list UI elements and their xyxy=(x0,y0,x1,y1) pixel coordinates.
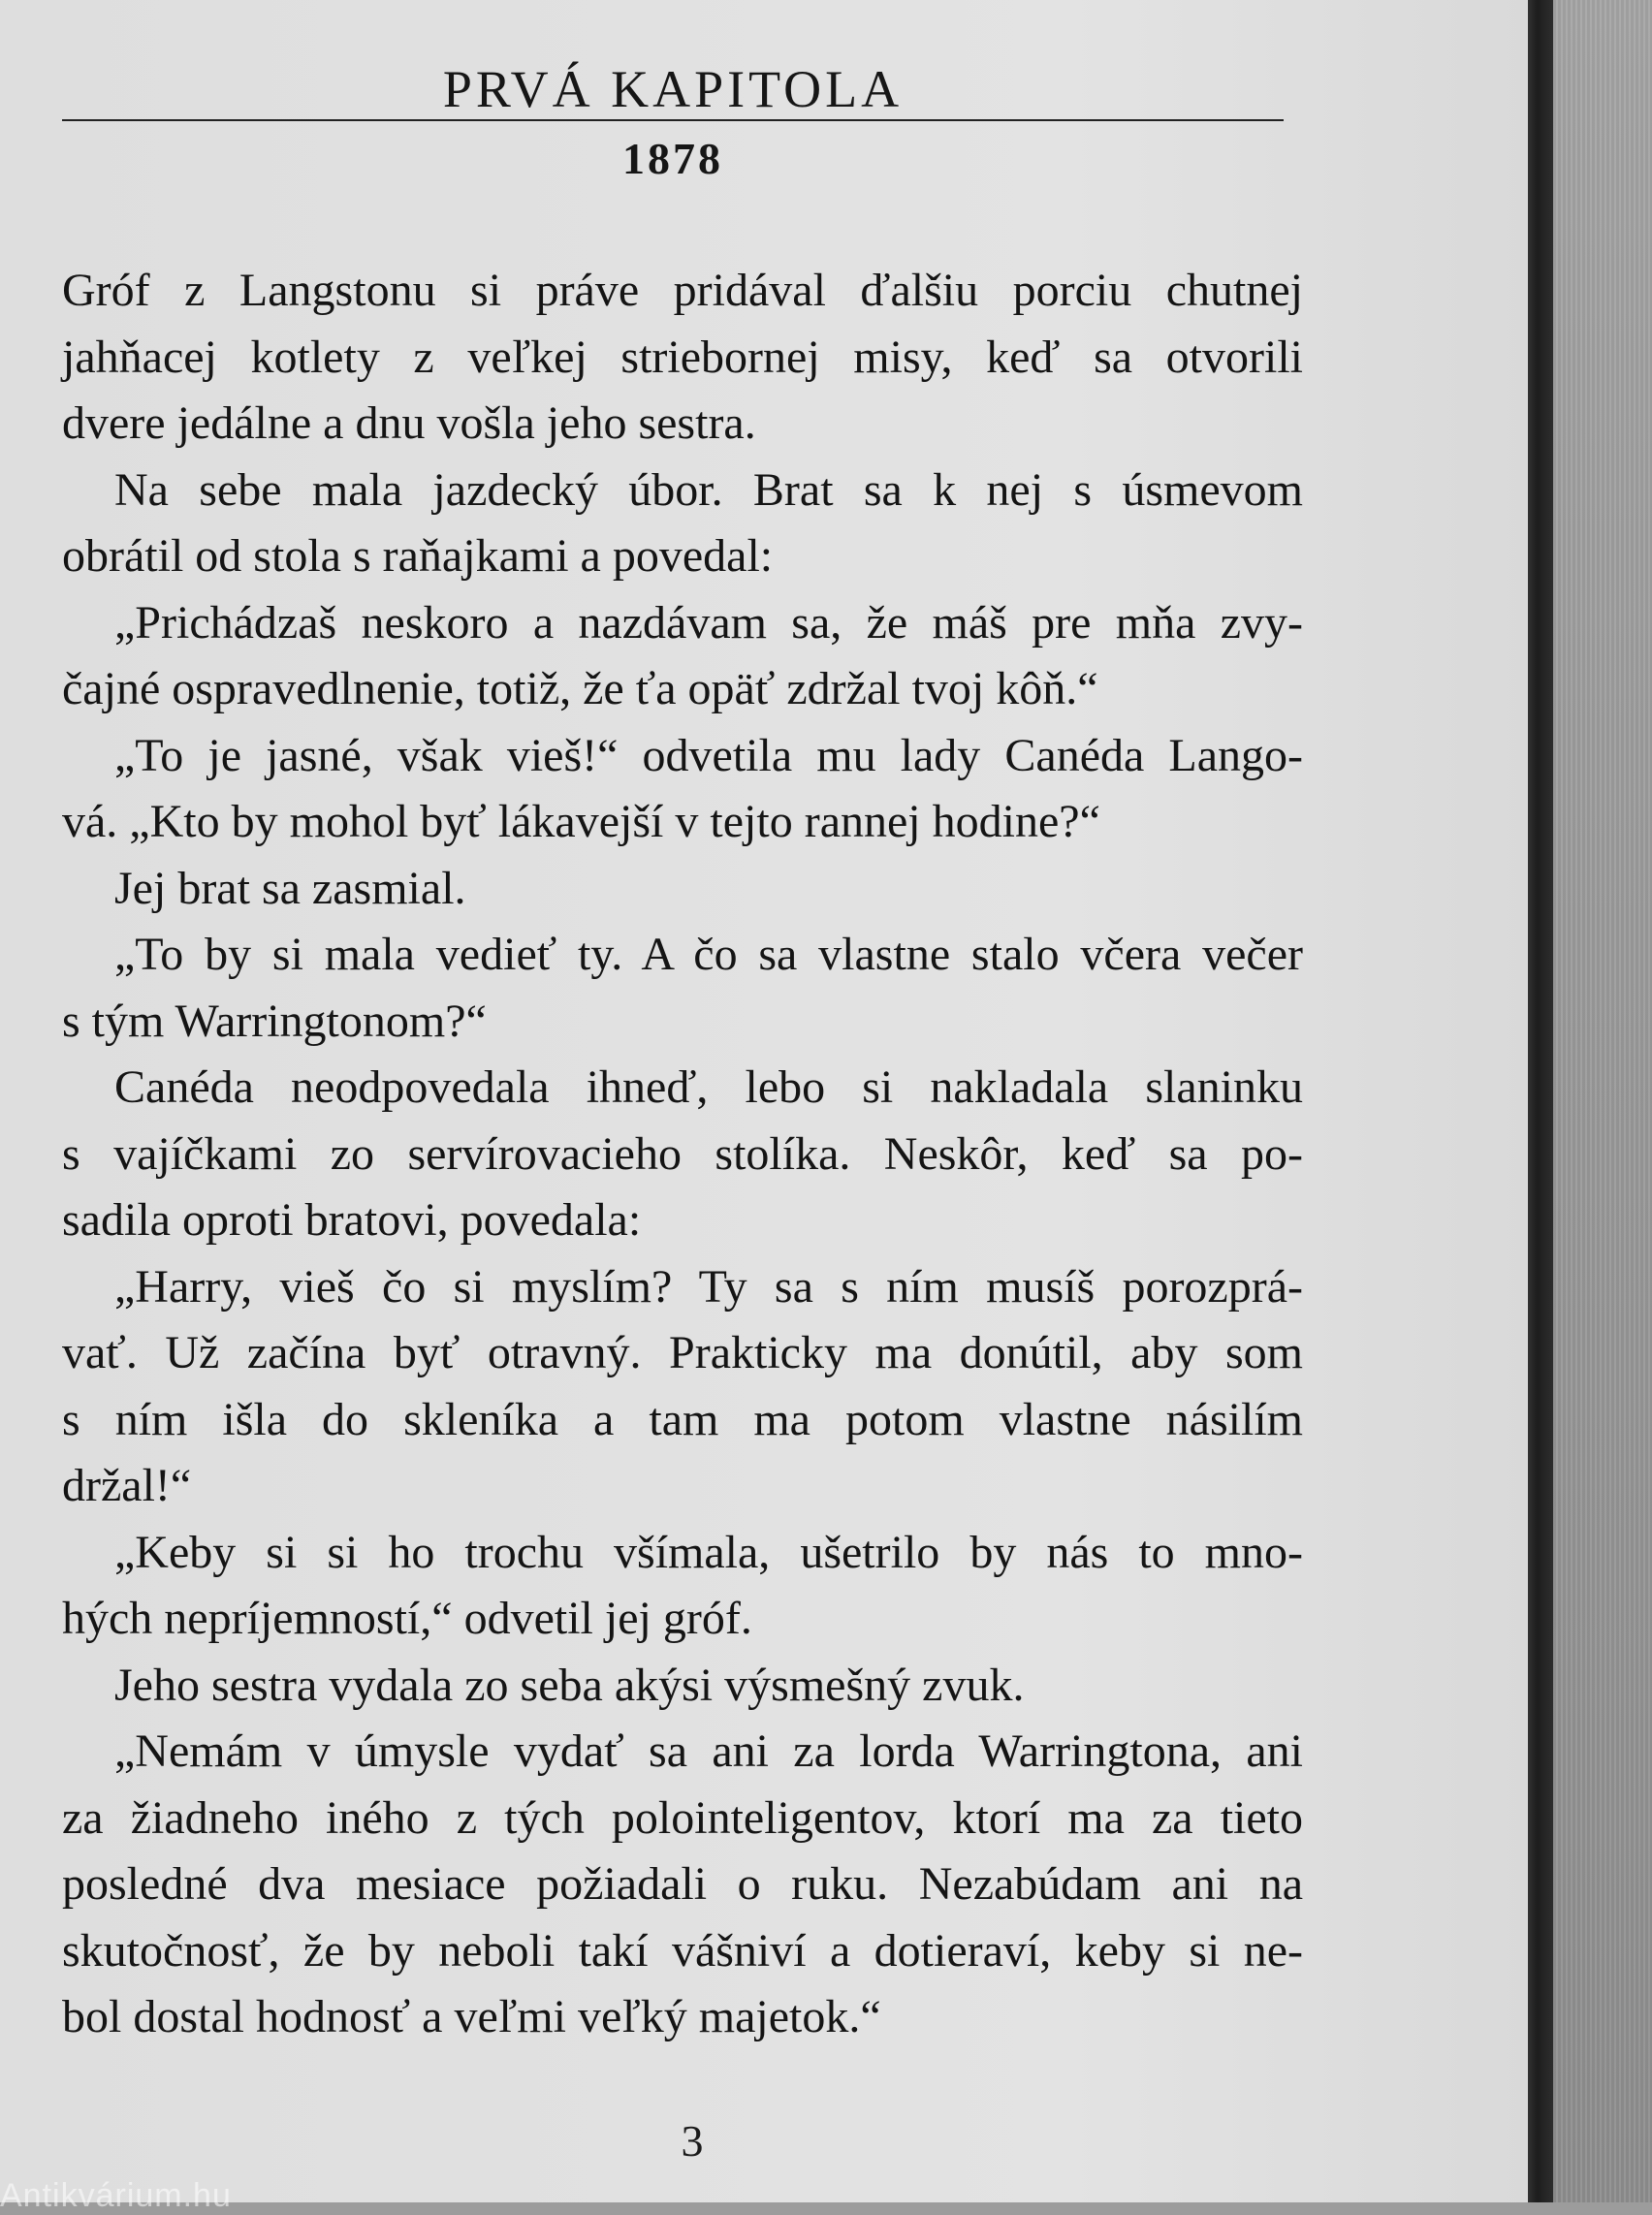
text-line: Jej brat sa zasmial. xyxy=(114,862,466,914)
page-number: 3 xyxy=(681,2116,704,2166)
text-line: obrátil od stola s raňajkami a povedal: xyxy=(62,530,774,582)
text-line: sadila oproti bratovi, povedala: xyxy=(62,1194,642,1246)
chapter-title: PRVÁ KAPITOLA xyxy=(442,60,904,118)
text-line: „To by si mala vedieť ty. A čo sa vlastne stalo včera večer xyxy=(114,929,1303,980)
text-line: „To je jasné, však vieš!“ odvetila mu lady Canéda Lango- xyxy=(114,729,1303,781)
text-line: za žiadneho iného z tých polointeligentov, ktorí ma za tieto xyxy=(62,1791,1303,1844)
text-line: vá. „Kto by mohol byť lákavejší v tejto rannej hodine?“ xyxy=(62,796,1100,847)
text-line: hých nepríjemností,“ odvetil jej gróf. xyxy=(62,1593,752,1644)
text-line: „Prichádzaš neskoro a nazdávam sa, že máš pre mňa zvy- xyxy=(114,596,1303,649)
text-line: „Nemám v úmysle vydať sa ani za lorda Warringtona, ani xyxy=(114,1725,1303,1777)
text-line: posledné dva mesiace požiadali o ruku. Nezabúdam ani na xyxy=(62,1858,1303,1910)
text-line: Canéda neodpovedala ihneď, lebo si nakladala slaninku xyxy=(114,1061,1303,1113)
text-line: Na sebe mala jazdecký úbor. Brat sa k nej s úsmevom xyxy=(114,463,1303,516)
text-line: Jeho sestra vydala zo seba akýsi výsmešný zvuk. xyxy=(114,1659,1025,1711)
text-line: „Harry, vieš čo si myslím? Ty sa s ním musíš porozprá- xyxy=(114,1260,1303,1313)
text-line: vať. Už začína byť otravný. Prakticky ma donútil, aby som xyxy=(62,1327,1303,1378)
text-line: „Keby si si ho trochu všímala, ušetrilo by nás to mno- xyxy=(114,1526,1303,1578)
text-line: dvere jedálne a dnu vošla jeho sestra. xyxy=(62,397,756,449)
text-line: čajné ospravedlnenie, totiž, že ťa opäť zdržal tvoj kôň.“ xyxy=(62,663,1098,714)
text-line: s tým Warringtonom?“ xyxy=(62,995,487,1047)
table-surface xyxy=(1541,0,1652,2202)
text-line: s ním išla do skleníka a tam ma potom vlastne násilím xyxy=(62,1393,1303,1445)
header-rule xyxy=(62,119,1284,121)
text-line: skutočnosť, že by neboli takí vášniví a dotieraví, keby si ne- xyxy=(62,1924,1303,1977)
watermark: Antikvárium.hu xyxy=(0,2177,232,2214)
chapter-year: 1878 xyxy=(622,134,723,183)
text-line: jahňacej kotlety z veľkej striebornej misy, keď sa otvorili xyxy=(62,331,1303,383)
text-line: Gróf z Langstonu si práve pridával ďalšiu porciu chutnej xyxy=(62,265,1303,316)
text-line: s vajíčkami zo servírovacieho stolíka. Neskôr, keď sa po- xyxy=(62,1127,1303,1180)
text-line: bol dostal hodnosť a veľmi veľký majetok.“ xyxy=(62,1991,881,2042)
body-text xyxy=(62,258,1303,2051)
book-edge xyxy=(1524,0,1553,2202)
text-line: držal!“ xyxy=(62,1460,192,1511)
